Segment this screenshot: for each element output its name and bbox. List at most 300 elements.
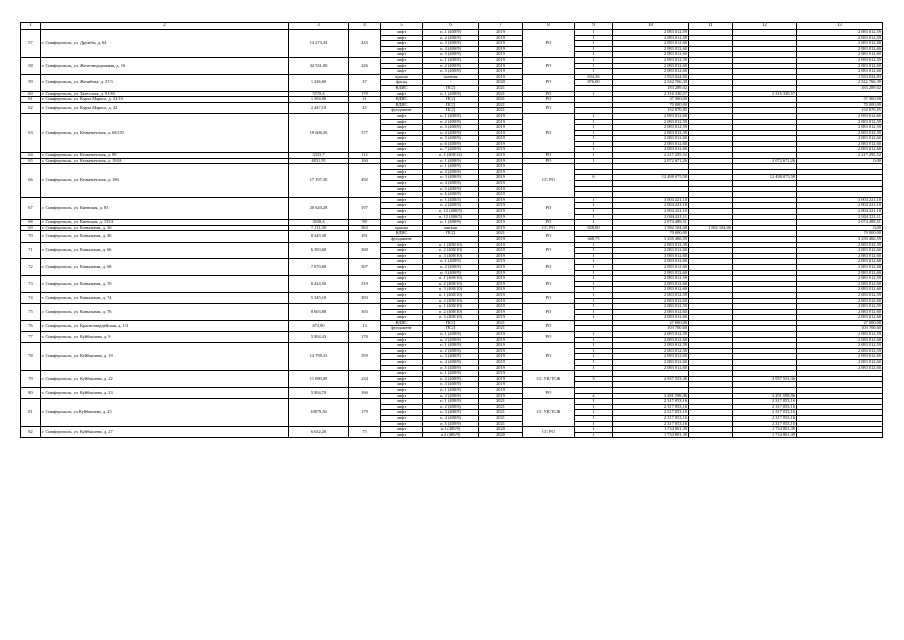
row-number: 66 [21,164,41,198]
cost-col12-cell: 12 498 075,58 [733,175,797,181]
area-cell: 8 349,30 [289,231,349,242]
year-cell: 2021 [479,326,523,332]
row-number: 59 [21,74,41,91]
volume-cell: 1 [575,365,613,371]
work-type-cell: лифт [381,147,423,153]
row-number: 75 [21,304,41,321]
year-cell: 2019 [479,209,523,215]
cost-col13-cell: 2 083 012,60 [797,136,883,142]
year-cell: 2019 [479,371,523,377]
residents-cell: 303 [349,304,381,321]
work-detail-cell: п. 2 (400/9) [423,169,479,175]
work-detail-cell: ПСД [423,320,479,326]
work-type-cell: лифт [381,203,423,209]
volume-cell: 1 [575,276,613,282]
volume-cell: 1 [575,421,613,427]
cost-cell: 2 317 053,16 [613,410,689,416]
cost-col13-cell: 70 000,00 [797,231,883,237]
year-cell: 2019 [479,147,523,153]
cost-col13-cell: 183 289,02 [797,85,883,91]
cost-cell: 2 004 221,10 [613,209,689,215]
residents-cell: 160 [349,158,381,164]
program-cell: РО [523,102,575,113]
work-detail-cell: п. 4 (400/9) [423,46,479,52]
cost-col13-cell: 2 083 012,60 [797,287,883,293]
work-type-cell: ВДИС [381,231,423,237]
cost-cell: 37 360,00 [613,97,689,103]
cost-col12-cell: 1 734 801,39 [733,432,797,438]
row-number: 63 [21,113,41,152]
volume-cell: 1 [575,57,613,63]
cost-cell: 2 083 012,60 [613,309,689,315]
cost-cell: 2 083 012,59 [613,292,689,298]
work-type-cell: лифт [381,35,423,41]
work-detail-cell: п. 6 (400/9) [423,141,479,147]
header-cell: 11 [689,23,733,30]
volume-cell: 1 [575,292,613,298]
year-cell: 2021 [479,320,523,326]
year-cell: 2019 [479,63,523,69]
cost-col13-cell: 2 083 012,60 [797,281,883,287]
work-detail-cell: п. 5 (400/9) [423,421,479,427]
work-type-cell: лифт [381,125,423,131]
cost-cell: 2 083 012,59 [613,276,689,282]
cost-col13-cell: 2 083 012,59 [797,125,883,131]
year-cell: 2019 [479,259,523,265]
work-type-cell: лифт [381,393,423,399]
area-cell: 3038,4 [289,220,349,226]
work-detail-cell: п. 12 (400/5) [423,214,479,220]
year-cell: 2019 [479,276,523,282]
volume-cell: 1 [575,343,613,349]
residents-cell: 359 [349,343,381,371]
volume-cell: 1 [575,253,613,259]
volume-cell: 1 [575,264,613,270]
volume-cell: 1 [575,147,613,153]
work-type-cell: лифт [381,113,423,119]
residents-cell: 319 [349,276,381,293]
cost-cell: 2 083 012,59 [613,242,689,248]
cost-cell: 2 083 012,59 [613,30,689,36]
cost-cell: 1 933 024,83 [613,74,689,80]
work-detail-cell: п.2 (400/9) [423,432,479,438]
cost-cell: 2 317 053,16 [613,399,689,405]
work-detail-cell: п. 3 (400/9) [423,354,479,360]
volume-cell: 1 [575,270,613,276]
year-cell: 2019 [479,348,523,354]
work-type-cell: лифт [381,220,423,226]
cost-cell: 2 083 012,59 [613,125,689,131]
work-type-cell: лифт [381,427,423,433]
address-cell: г. Симферополь, ул. Карла Маркса, д. 33/10 [41,97,289,103]
cost-col13-cell: 2 083 012,60 [797,354,883,360]
row-number: 79 [21,371,41,388]
cost-col13-cell [797,432,883,438]
year-cell: 2021 [479,102,523,108]
address-cell: г. Симферополь, ул. Куйбышева, д. 27 [41,427,289,438]
area-cell: 11 080,00 [289,371,349,388]
work-type-cell: лифт [381,348,423,354]
work-type-cell: лифт [381,332,423,338]
volume-cell: 1 [575,348,613,354]
row-number: 69 [21,225,41,231]
year-cell: 2019 [479,393,523,399]
residents-cell: 307 [349,259,381,276]
program-cell: РО [523,153,575,159]
cost-col12-cell: 2 316 330,57 [733,91,797,97]
row-number: 82 [21,427,41,438]
address-cell: г. Симферополь, ул. Кечкеметская, д. 69/155 [41,113,289,152]
address-cell: г. Симферополь, ул. Киевская, д. 153А [41,220,289,226]
work-detail-cell: п. 1 (400/9) [423,388,479,394]
address-cell: г. Симферополь, ул. Карла Маркса, д. 42 [41,102,289,113]
cost-cell: 1 734 801,39 [613,427,689,433]
work-type-cell: лифт [381,30,423,36]
row-number: 57 [21,30,41,58]
address-cell: г. Симферополь, ул. Кечкеметская, д. 89 [41,153,289,159]
cost-col12-cell: 2 317 053,16 [733,399,797,405]
cost-cell: 2 083 012,60 [613,365,689,371]
row-number: 61 [21,97,41,103]
volume-cell: 1 [575,410,613,416]
program-cell: РО [523,259,575,276]
year-cell: 2019 [479,175,523,181]
address-cell: г. Симферополь, ул. Дружбы, д. 64 [41,30,289,58]
work-type-cell: лифт [381,186,423,192]
residents-cell: 197 [349,197,381,219]
year-cell: 2019 [479,214,523,220]
cost-col13-cell: 2 083 012,60 [797,337,883,343]
work-detail-cell: п. 4 (400/9) [423,415,479,421]
program-cell: СС УК/ТСЖ [523,371,575,388]
program-cell: РО [523,343,575,371]
cost-cell: 2 083 012,59 [613,332,689,338]
work-type-cell: лифт [381,354,423,360]
table-header [21,23,883,30]
address-cell: г. Симферополь, ул. Кечкеметская, д. 196 [41,164,289,198]
work-detail-cell: п. 1 (400/9) [423,399,479,405]
year-cell: 2021 [479,108,523,114]
residents-cell: 11 [349,97,381,103]
volume-cell: 1 [575,332,613,338]
work-detail-cell: п. 2 (400/9) [423,376,479,382]
work-type-cell: лифт [381,46,423,52]
work-detail-cell: п. 1 (400/9) [423,164,479,170]
work-type-cell: лифт [381,304,423,310]
work-type-cell: лифт [381,404,423,410]
volume-cell: 1 [575,52,613,58]
header-cell: 3 [289,23,349,30]
row-number: 78 [21,343,41,371]
cost-col13-cell: 2 083 012,60 [797,264,883,270]
cost-cell: 4 937 553,36 [613,376,689,382]
year-cell: 2019 [479,41,523,47]
residents-cell: 166 [349,388,381,399]
residents-cell: 433 [349,30,381,58]
year-cell: 2019 [479,304,523,310]
work-type-cell: лифт [381,371,423,377]
program-cell: РО [523,57,575,74]
area-cell: 672,90 [289,320,349,331]
header-cell: 9 [575,23,613,30]
address-cell: г. Симферополь, ул. Красногвардейская, д. 1/3 [41,320,289,331]
volume-cell: 1 [575,119,613,125]
area-cell: 7 111,30 [289,225,349,231]
year-cell: 2019 [479,220,523,226]
work-type-cell: лифт [381,421,423,427]
year-cell: 2019 [479,225,523,231]
work-type-cell: лифт [381,91,423,97]
work-type-cell: крыша [381,74,423,80]
area-cell: 6 393,60 [289,242,349,259]
work-detail-cell: п. 5 (400/9) [423,52,479,58]
work-detail-cell: п. 5 (400/9) [423,136,479,142]
work-type-cell: лифт [381,63,423,69]
work-type-cell: лифт [381,242,423,248]
year-cell: 2021 [479,399,523,405]
program-cell: РО [523,91,575,97]
work-detail-cell: п. 2 (400/9) [423,264,479,270]
year-cell: 2019 [479,158,523,164]
cost-col13-cell: 2 083 012,59 [797,35,883,41]
work-detail-cell: п. 2 (400/5) [423,203,479,209]
work-detail-cell: п. 3 (400/9) [423,69,479,75]
year-cell: 2019 [479,74,523,80]
row-number: 67 [21,197,41,219]
year-cell: 2020 [479,432,523,438]
residents-cell: 179 [349,399,381,427]
volume-cell: 1 [575,360,613,366]
volume-cell: 6 [575,175,613,181]
work-type-cell: лифт [381,119,423,125]
row-number: 81 [21,399,41,427]
work-detail-cell: п. 4 (400/9) [423,360,479,366]
area-cell: 5 904,70 [289,388,349,399]
area-cell: 5570,4 [289,91,349,97]
work-type-cell: лифт [381,298,423,304]
work-detail-cell: п. 3 (400/9) [423,270,479,276]
year-cell: 2019 [479,169,523,175]
address-cell: г. Симферополь, ул. Куйбышева, д. 22 [41,371,289,388]
work-type-cell: фундамент [381,236,423,242]
repair-program-table [20,22,883,438]
address-cell: г. Симферополь, ул. Киевская, д. 83 [41,197,289,219]
cost-cell: 2 004 221,11 [613,214,689,220]
volume-cell: 1 [575,158,613,164]
volume-cell: 634,36 [575,74,613,80]
work-detail-cell: п. 4 (400/9) [423,130,479,136]
cost-col13-cell: 0,00 [797,225,883,231]
work-detail-cell: п. 1 (400/9) [423,371,479,377]
cost-cell: 2 083 012,60 [613,46,689,52]
year-cell: 2019 [479,192,523,198]
work-type-cell: ВДИС [381,320,423,326]
row-number: 70 [21,231,41,242]
volume-cell: 1 [575,304,613,310]
area-cell: 20 620,28 [289,197,349,219]
row-number: 60 [21,91,41,97]
work-detail-cell: п. 1 (400/9) [423,57,479,63]
residents-cell: 363 [349,225,381,231]
work-type-cell: лифт [381,141,423,147]
cost-col13-cell: 2 083 012,59 [797,292,883,298]
residents-cell: 226 [349,57,381,74]
area-cell: 10879,30 [289,399,349,427]
area-cell: 19 606,50 [289,113,349,152]
residents-cell: 13 [349,320,381,331]
cost-col13-cell: 2 083 012,60 [797,41,883,47]
work-type-cell: лифт [381,410,423,416]
volume-cell: 1 [575,141,613,147]
year-cell: 2019 [479,315,523,321]
cost-cell: 2 083 012,60 [613,147,689,153]
work-type-cell: лифт [381,281,423,287]
year-cell: 2019 [479,292,523,298]
residents-cell: 170 [349,91,381,97]
cost-col13-cell: 2 083 012,59 [797,304,883,310]
work-detail-cell: п.1 (400/9) [423,427,479,433]
address-cell: г. Симферополь, ул. Ковыльная, д. 68 [41,259,289,276]
volume-cell: 1 [575,281,613,287]
work-detail-cell: п. 1 (400/9) [423,91,479,97]
year-cell: 2019 [479,270,523,276]
work-detail-cell: п. 2 (400/10) [423,248,479,254]
work-type-cell: лифт [381,415,423,421]
row-number: 74 [21,292,41,303]
cost-cell: 2 072 671,26 [613,158,689,164]
year-cell: 2019 [479,287,523,293]
volume-cell: 1 [575,309,613,315]
work-type-cell: лифт [381,276,423,282]
cost-col13-cell: 2 083 012,60 [797,52,883,58]
volume-cell: 1 [575,242,613,248]
year-cell: 2019 [479,376,523,382]
header-cell: 8 [523,23,575,30]
work-type-cell: лифт [381,399,423,405]
work-type-cell: лифт [381,192,423,198]
cost-col13-cell: 2 083 012,60 [797,63,883,69]
work-detail-cell: ПСД [423,97,479,103]
area-cell: 2 447,10 [289,102,349,113]
year-cell: 2020 [479,80,523,86]
residents-cell: 112 [349,153,381,159]
volume-cell: 1 [575,259,613,265]
area-cell: 1 236,60 [289,74,349,91]
year-cell: 2021 [479,410,523,416]
residents-cell: 37 [349,74,381,91]
row-number: 64 [21,153,41,159]
work-detail-cell: п. 12 (400/5) [423,209,479,215]
work-type-cell: лифт [381,158,423,164]
volume-cell: 876,00 [575,80,613,86]
cost-cell: 152 070,85 [613,108,689,114]
cost-col13-cell: 0,00 [797,158,883,164]
work-type-cell: лифт [381,292,423,298]
area-cell: 7 670,60 [289,259,349,276]
year-cell: 2021 [479,97,523,103]
cost-cell: 2 083 012,60 [613,264,689,270]
volume-cell: 1 [575,125,613,131]
cost-col13-cell: 2 074 489,51 [797,220,883,226]
cost-col13-cell: 2 004 221,10 [797,209,883,215]
cost-cell: 27 000,00 [613,320,689,326]
work-detail-cell: п. 2 (400/9) [423,63,479,69]
year-cell: 2019 [479,181,523,187]
work-detail-cell: п. 3 (400/9) [423,382,479,388]
work-type-cell: лифт [381,264,423,270]
volume-cell: 1 [575,113,613,119]
row-number: 71 [21,242,41,259]
cost-col13-cell: 2 004 221,10 [797,203,883,209]
year-cell: 2021 [479,91,523,97]
cost-cell: 2 083 012,59 [613,304,689,310]
work-type-cell: лифт [381,337,423,343]
header-cell: 7 [479,23,523,30]
work-detail-cell: п. 1 (400/10) [423,292,479,298]
row-number: 80 [21,388,41,399]
year-cell: 2019 [479,388,523,394]
work-type-cell: лифт [381,130,423,136]
program-cell: РО [523,388,575,399]
program-cell: РО [523,113,575,152]
header-cell: 4 [349,23,381,30]
year-cell: 2019 [479,30,523,36]
year-cell: 2019 [479,203,523,209]
cost-cell: 2 083 012,60 [613,315,689,321]
cost-col12-cell: 2 317 053,16 [733,421,797,427]
address-cell: г. Симферополь, ул. Залесская, д. 91/65 [41,91,289,97]
area-cell: 8 603,80 [289,304,349,321]
year-cell: 2021 [479,404,523,410]
cost-col12-cell: 3 291 598,06 [733,393,797,399]
work-detail-cell: п. 2 (400/9) [423,404,479,410]
work-detail-cell: п. 1 (400/9) [423,113,479,119]
work-type-cell: лифт [381,57,423,63]
cost-col12-cell: 1 734 801,39 [733,427,797,433]
year-cell: 2019 [479,332,523,338]
cost-cell: 70 000,00 [613,231,689,237]
address-cell: г. Симферополь, ул. Ковыльная, д. 74 [41,292,289,303]
work-type-cell: лифт [381,315,423,321]
work-detail-cell: п. 3 (400/10) [423,315,479,321]
year-cell: 2019 [479,186,523,192]
year-cell: 2021 [479,231,523,237]
work-type-cell: лифт [381,136,423,142]
cost-col13-cell: 2 083 012,60 [797,315,883,321]
cost-col13-cell: 2 083 012,59 [797,30,883,36]
year-cell: 2019 [479,153,523,159]
work-detail-cell: п. 1 (400/9) [423,220,479,226]
work-detail-cell: ПСД [423,326,479,332]
work-detail-cell: п. 1 (400/9) [423,259,479,265]
work-type-cell: лифт [381,253,423,259]
cost-col13-cell: 2 217 295,52 [797,153,883,159]
year-cell: 2019 [479,113,523,119]
work-detail-cell: п. 2 (400/10) [423,281,479,287]
address-cell: г. Симферополь, ул. Ковыльная, д. 70 [41,276,289,293]
cost-col12-cell: 2 317 053,16 [733,415,797,421]
year-cell: 2021 [479,415,523,421]
cost-col13-cell: 2 083 012,59 [797,276,883,282]
work-type-cell: лифт [381,52,423,58]
program-cell: РО [523,197,575,219]
row-number: 73 [21,276,41,293]
volume-cell: 1 [575,41,613,47]
cost-col13-cell: 2 083 012,59 [797,57,883,63]
year-cell: 2019 [479,46,523,52]
work-type-cell: лифт [381,259,423,265]
cost-col13-cell: 70 000,00 [797,102,883,108]
